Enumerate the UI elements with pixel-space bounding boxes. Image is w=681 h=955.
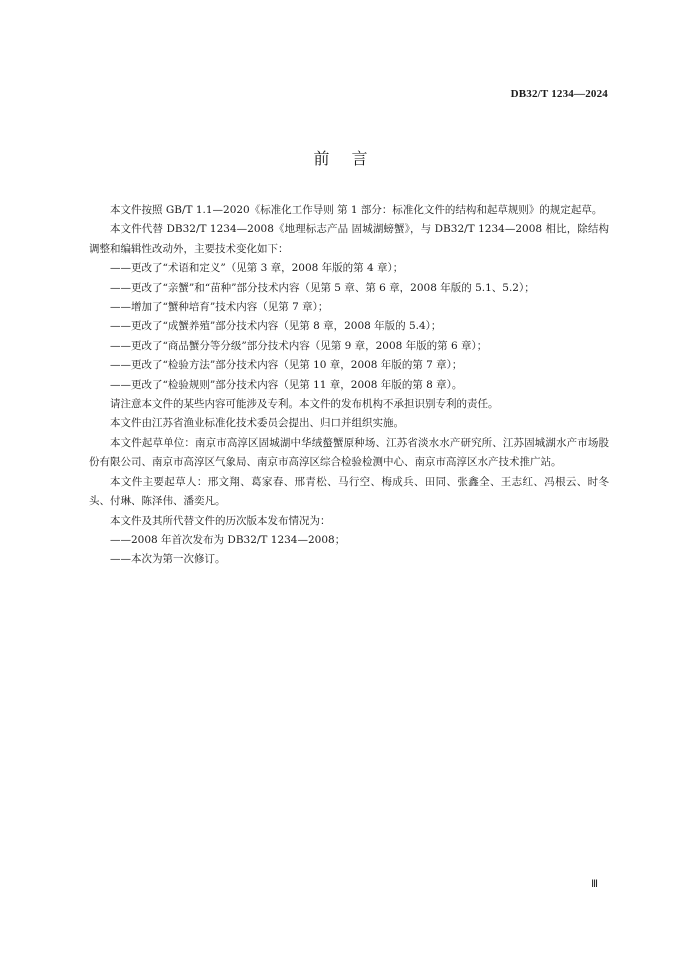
foreword-body (89, 201, 609, 570)
change-item: ——更改了“检验方法”部分技术内容（见第 10 章，2008 年版的第 7 章）； (110, 359, 463, 372)
paragraph-drafting-units: 本文件起草单位：南京市高淳区固城湖中华绒螯蟹原种场、江苏省淡水水产研究所、江苏固城湖水产市场股份有限公司、南京市高淳区气象局、南京市高淳区综合检验检测中心、南京市高淳区水产技术推广站。 (89, 436, 609, 469)
paragraph-proposer: 本文件由江苏省渔业标准化技术委员会提出、归口并组织实施。 (110, 417, 404, 430)
change-item: ——更改了“成蟹养殖”部分技术内容（见第 8 章，2008 年版的 5.4）； (110, 320, 442, 333)
change-item: ——更改了“术语和定义”（见第 3 章，2008 年版的第 4 章）； (110, 262, 404, 275)
standard-code: DB32/T 1234—2024 (510, 88, 608, 100)
page-number: Ⅲ (591, 879, 598, 890)
paragraph-drafting-rule: 本文件按照 GB/T 1.1—2020《标准化工作导则 第 1 部分：标准化文件的结构和起草规则》的规定起草。 (110, 204, 603, 216)
history-item: ——本次为第一次修订。 (110, 553, 226, 566)
history-item: ——2008 年首次发布为 DB32/T 1234—2008； (110, 533, 346, 546)
change-item: ——增加了“蟹种培育”技术内容（见第 7 章）； (110, 301, 329, 314)
change-item: ——更改了“商品蟹分等分级”部分技术内容（见第 9 章，2008 年版的第 6 章）； (110, 339, 488, 352)
paragraph-patent: 请注意本文件的某些内容可能涉及专利。本文件的发布机构不承担识别专利的责任。 (110, 398, 499, 411)
paragraph-drafters: 本文件主要起草人：邢文翔、葛家春、邢青松、马行空、梅成兵、田同、张鑫全、王志红、冯根云、时冬头、付琳、陈泽伟、潘奕凡。 (89, 475, 609, 508)
change-item: ——更改了“检验规则”部分技术内容（见第 11 章，2008 年版的第 8 章）。 (110, 378, 463, 391)
paragraph-replacement: 本文件代替 DB32/T 1234—2008《地理标志产品 固城湖螃蟹》，与 DB32/T 1234—2008 相比，除结构调整和编辑性改动外，主要技术变化如下： (89, 223, 609, 255)
paragraph-history-intro: 本文件及其所代替文件的历次版本发布情况为： (110, 514, 331, 527)
page-title: 前言 (313, 149, 390, 168)
change-item: ——更改了“亲蟹”和“苗种”部分技术内容（见第 5 章、第 6 章，2008 年版的 5.1、5.2）； (110, 281, 535, 294)
